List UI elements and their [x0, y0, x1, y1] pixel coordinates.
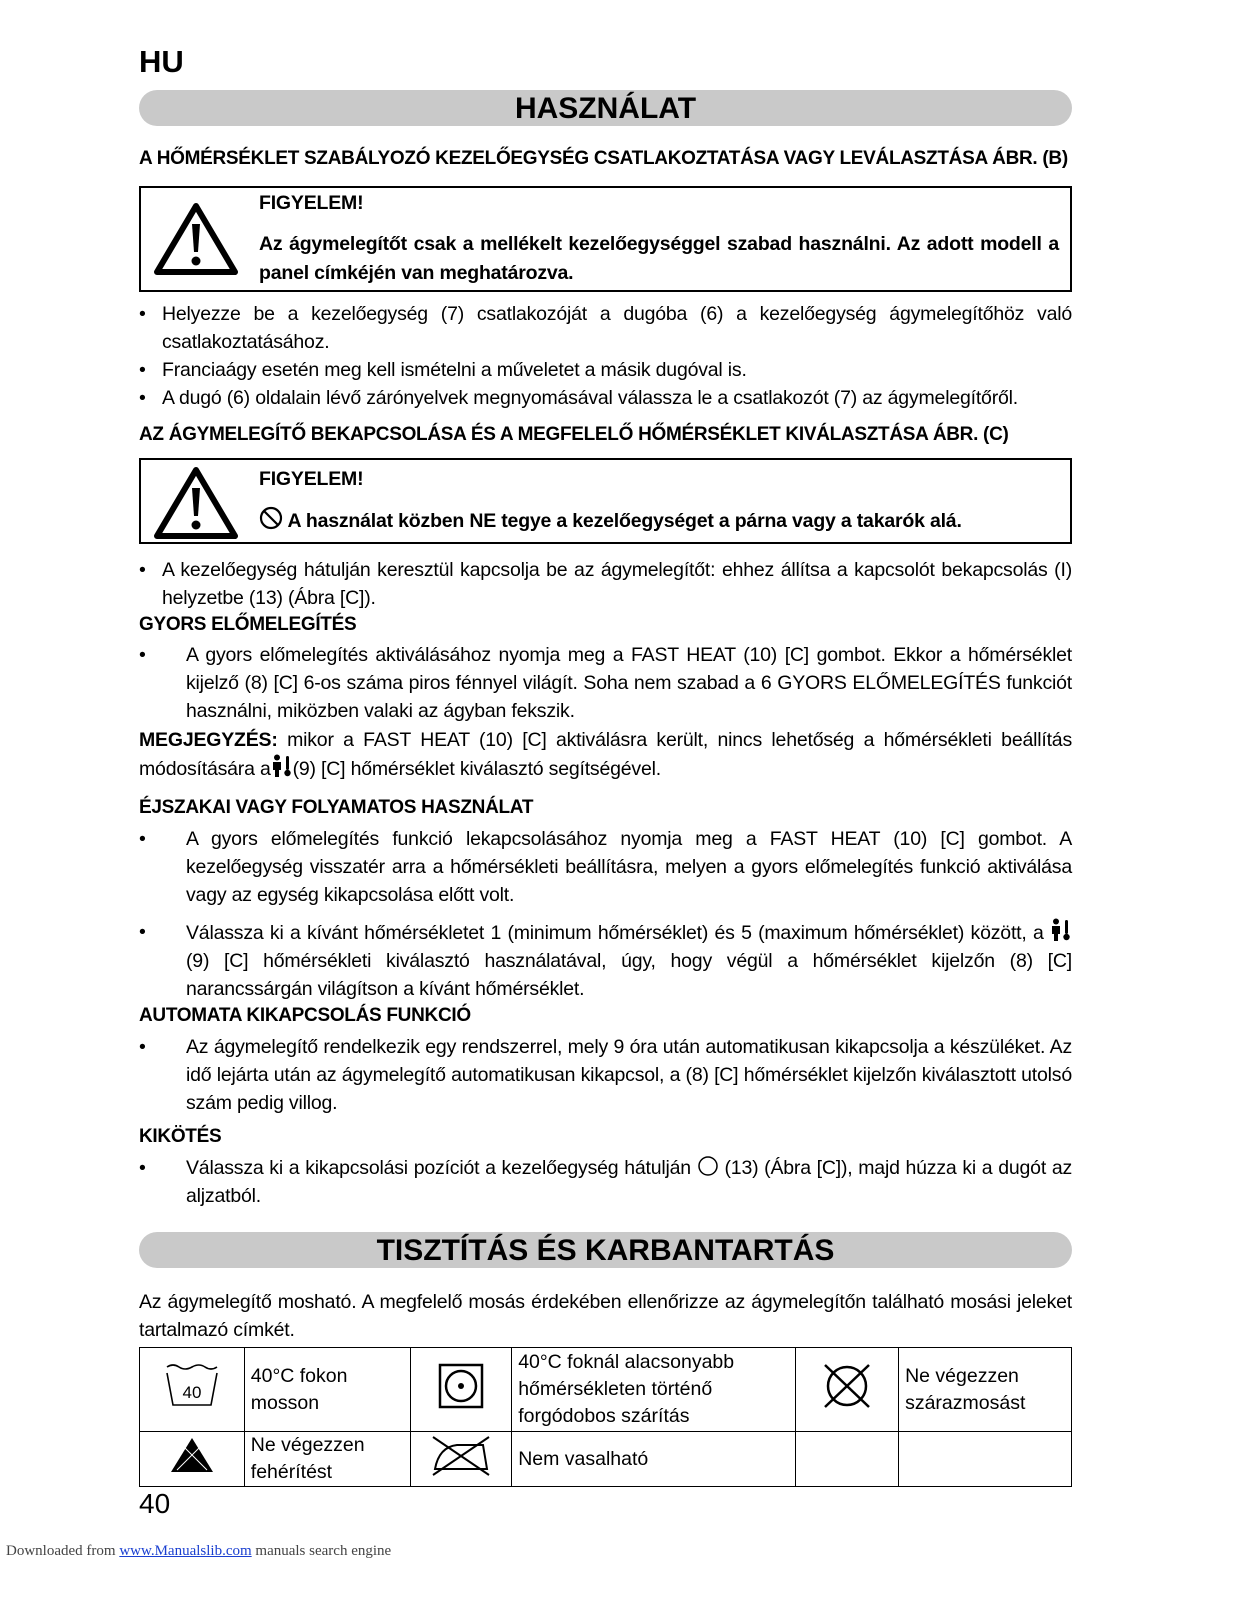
warning-title: FIGYELEM!	[259, 192, 364, 214]
svg-text:40: 40	[182, 1382, 202, 1402]
warning-text: Az ágymelegítőt csak a mellékelt kezelőegységgel szabad használni. Az adott modell a panel címkéjén van meghatározva.	[259, 233, 1059, 284]
no-bleach-icon	[169, 1436, 215, 1474]
list-item: • A kezelőegység hátulján keresztül kapcsolja be az ágymelegítőt: ehhez állítsa a kapcsolót bekapcsolás (I) helyzetbe (13) (Ábra [C]).	[139, 559, 1072, 609]
heading-connect-controller: A HŐMÉRSÉKLET SZABÁLYOZÓ KEZELŐEGYSÉG CSATLAKOZTATÁSA VAGY LEVÁLASZTÁSA ÁBR. (B)	[139, 148, 1068, 169]
warning-triangle-icon	[153, 200, 239, 278]
note-label: MEGJEGYZÉS:	[139, 729, 278, 751]
section-title-cleaning: TISZTÍTÁS ÉS KARBANTARTÁS	[139, 1232, 1072, 1268]
note-paragraph: MEGJEGYZÉS: mikor a FAST HEAT (10) [C] aktiválásra került, nincs lehetőség a hőmérsékleti beállítás módosítására a (9) [C] hőmérséklet kiválasztó segítségével.	[139, 729, 1073, 780]
warning-text: A használat közben NE tegye a kezelőegységet a párna vagy a takarók alá.	[259, 506, 962, 533]
empty-cell	[899, 1432, 1072, 1487]
download-footer: Downloaded from www.Manualslib.com manuals search engine	[6, 1543, 392, 1559]
list-item: • Válassza ki a kívánt hőmérsékletet 1 (minimum hőmérséklet) és 5 (maximum hőmérséklet) között, a (9) [C] hőmérsékleti kiválasztó használatával, úgy, hogy végül a hőmérséklet kijelzőn (8) [C] narancssárgán világítson a kívánt hőmérséklet.	[139, 918, 1072, 1003]
heading-disconnect: KIKÖTÉS	[139, 1126, 222, 1147]
list-item: • Helyezze be a kezelőegység (7) csatlakozóját a dugóba (6) a kezelőegység ágymelegítőhöz való csatlakoztatásához.	[139, 303, 1072, 353]
care-icon-cell	[140, 1432, 245, 1487]
care-icon-cell	[140, 1348, 245, 1432]
care-label: 40°C foknál alacsonyabb hőmérsékleten történő forgódobos szárítás	[512, 1348, 796, 1432]
tumble-dry-low-icon	[438, 1363, 484, 1409]
section-title-usage: HASZNÁLAT	[139, 90, 1072, 126]
warning-box-1	[139, 186, 1072, 292]
care-label: Ne végezzen szárazmosást	[899, 1348, 1072, 1432]
warning-triangle-icon	[153, 464, 239, 542]
no-dry-clean-icon	[819, 1361, 875, 1411]
temperature-selector-icon	[271, 754, 293, 778]
list-item: • A dugó (6) oldalain lévő zárónyelvek megnyomásával válassza le a csatlakozót (7) az ágymelegítőről.	[139, 387, 1018, 409]
list-item: • Az ágymelegítő rendelkezik egy rendszerrel, mely 9 óra után automatikusan kikapcsolja a készüléket. Az idő lejárta után az ágymelegítő automatikusan kikapcsol, a (8) [C] hőmérséklet kijelzőn kiválasztott utolsó szám pedig villog.	[139, 1036, 1072, 1114]
heading-turn-on: AZ ÁGYMELEGÍTŐ BEKAPCSOLÁSA ÉS A MEGFELELŐ HŐMÉRSÉKLET KIVÁLASZTÁSA ÁBR. (C)	[139, 424, 1009, 445]
care-label: 40°C fokon mosson	[244, 1348, 411, 1432]
temperature-selector-icon	[1050, 918, 1072, 942]
cleaning-intro: Az ágymelegítő mosható. A megfelelő mosás érdekében ellenőrizze az ágymelegítőn található mosási jeleket tartalmazó címkét.	[139, 1291, 1072, 1341]
off-position-icon	[697, 1155, 719, 1177]
heading-night-use: ÉJSZAKAI VAGY FOLYAMATOS HASZNÁLAT	[139, 797, 534, 818]
warning-box-2	[139, 458, 1072, 544]
care-icon-cell	[411, 1432, 512, 1487]
care-icon-cell	[796, 1348, 899, 1432]
care-label: Ne végezzen fehérítést	[244, 1432, 411, 1487]
care-icon-cell	[411, 1348, 512, 1432]
heading-fast-heat: GYORS ELŐMELEGÍTÉS	[139, 614, 357, 635]
prohibited-icon	[259, 506, 283, 530]
wash-40-icon	[163, 1361, 221, 1411]
list-item: • Válassza ki a kikapcsolási pozíciót a kezelőegység hátulján (13) (Ábra [C]), majd húzza ki a dugót az aljzatból.	[139, 1157, 1073, 1207]
no-iron-icon	[429, 1433, 493, 1477]
manualslib-link[interactable]: www.Manualslib.com	[119, 1543, 252, 1559]
empty-cell	[796, 1432, 899, 1487]
list-item: • A gyors előmelegítés funkció lekapcsolásához nyomja meg a FAST HEAT (10) [C] gombot. A kezelőegység visszatér arra a hőmérsékleti beállításra, melyen a gyors előmelegítés funkció aktiválása vagy az egység kikapcsolása előtt volt.	[139, 828, 1072, 906]
heading-auto-off: AUTOMATA KIKAPCSOLÁS FUNKCIÓ	[139, 1005, 471, 1026]
care-label: Nem vasalható	[512, 1432, 796, 1487]
care-symbols-table	[139, 1347, 1072, 1487]
list-item: • A gyors előmelegítés aktiválásához nyomja meg a FAST HEAT (10) [C] gombot. Ekkor a hőmérséklet kijelző (8) [C] 6-os száma piros fénnyel világít. Soha nem szabad a 6 GYORS ELŐMELEGÍTÉS funkciót használni, miközben valaki az ágyban fekszik.	[139, 644, 1072, 722]
list-item: • Franciaágy esetén meg kell ismételni a műveletet a másik dugóval is.	[139, 359, 747, 381]
language-code: HU	[139, 44, 184, 79]
page-number: 40	[139, 1488, 171, 1519]
warning-title: FIGYELEM!	[259, 468, 364, 490]
